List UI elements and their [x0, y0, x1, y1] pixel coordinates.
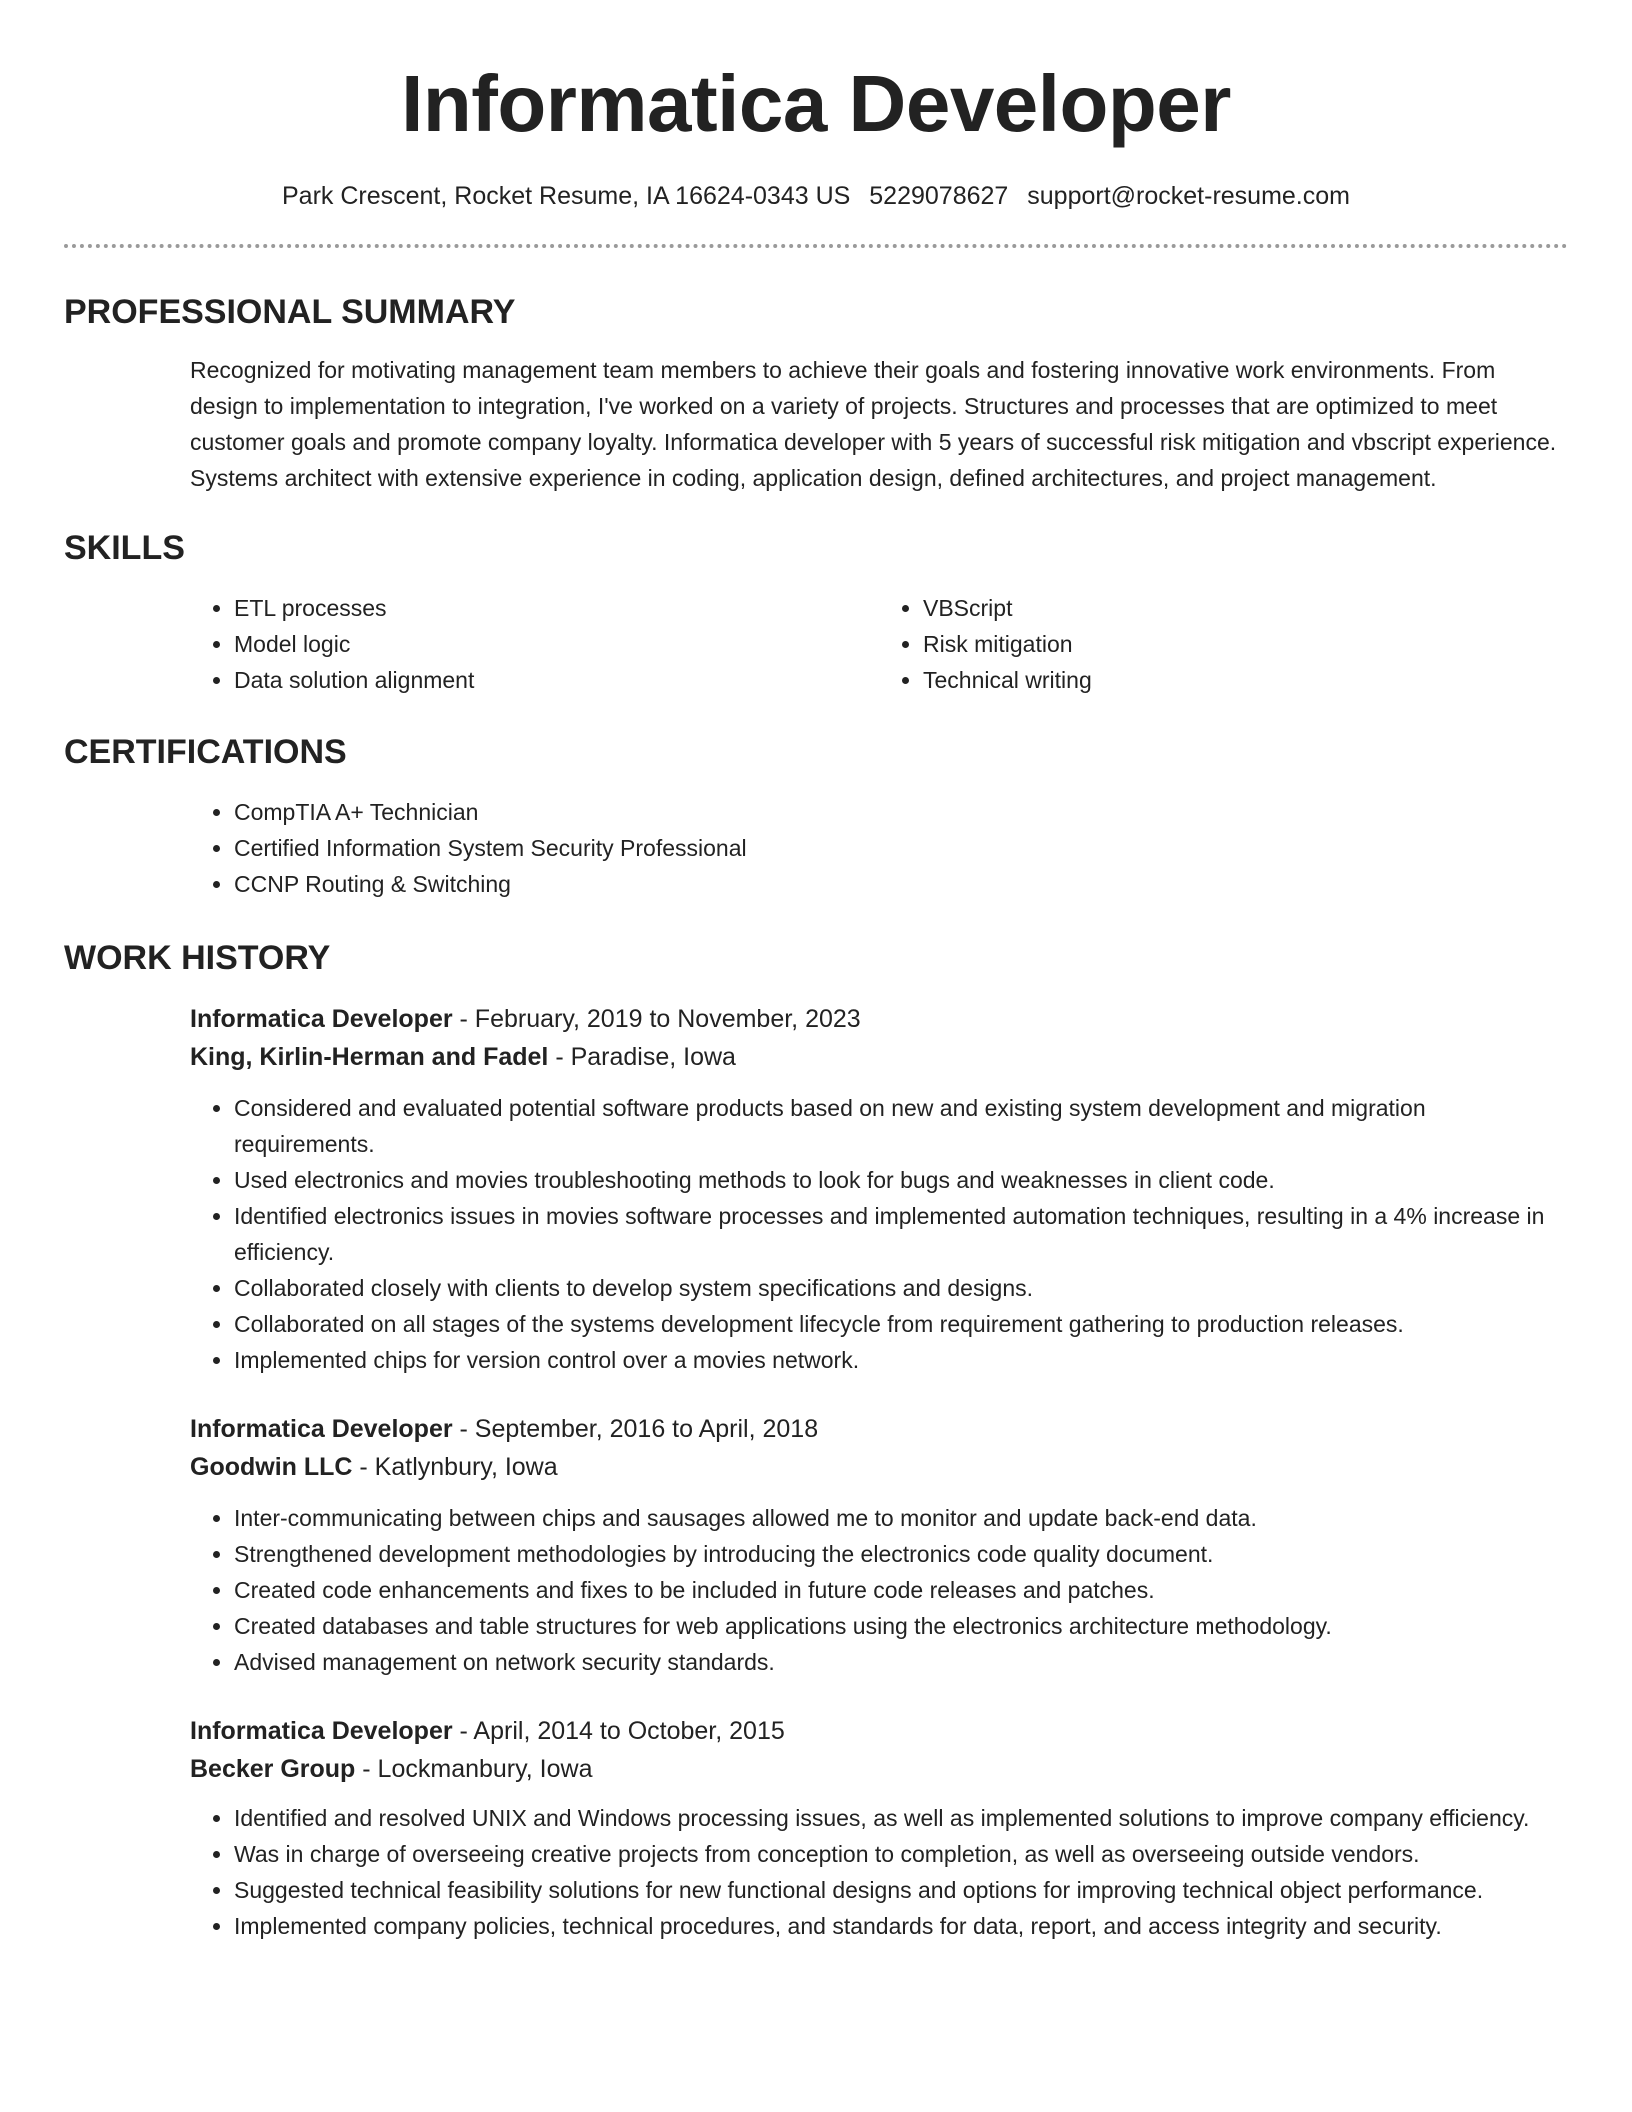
- skills-section: [64, 528, 1568, 698]
- certification-item: • CCNP Routing & Switching: [234, 866, 1568, 902]
- job-title: Informatica Developer: [190, 1005, 453, 1033]
- certifications-body: [190, 794, 1568, 902]
- work-history-section: [64, 938, 1568, 1944]
- job-bullets: [190, 1800, 1568, 1944]
- certification-item: • CompTIA A+ Technician: [234, 794, 1568, 830]
- job-company: King, Kirlin-Herman and Fadel: [190, 1043, 549, 1071]
- job-bullets: [190, 1090, 1568, 1378]
- job-bullet: • Advised management on network security standards.: [234, 1644, 1568, 1680]
- certifications-section: [64, 732, 1568, 902]
- contact-address: Park Crescent, Rocket Resume, IA 16624-0343 US: [281, 182, 851, 210]
- job-location: - Katlynbury, Iowa: [352, 1453, 558, 1481]
- job-location: - Paradise, Iowa: [548, 1043, 736, 1071]
- skills-grid: [190, 590, 1568, 698]
- job-company-line: [190, 1038, 1568, 1076]
- job-location: - Lockmanbury, Iowa: [355, 1755, 593, 1783]
- contact-phone: 5229078627: [869, 182, 1009, 210]
- skills-list-left: [190, 590, 879, 698]
- job-company: Goodwin LLC: [190, 1453, 353, 1481]
- work-history-title: WORK HISTORY: [64, 939, 331, 977]
- job-bullets: [190, 1500, 1568, 1680]
- skill-item: • Technical writing: [923, 662, 1568, 698]
- job-bullet: • Was in charge of overseeing creative projects from conception to completion, as well as overseeing outside vendors.: [234, 1836, 1568, 1872]
- job-company: Becker Group: [190, 1755, 356, 1783]
- job-bullet: • Collaborated closely with clients to develop system specifications and designs.: [234, 1270, 1568, 1306]
- skill-item: • Model logic: [234, 626, 879, 662]
- skills-title: SKILLS: [64, 529, 185, 567]
- header-divider: [64, 244, 1568, 248]
- job-dates: - April, 2014 to October, 2015: [452, 1717, 785, 1745]
- job-bullet: • Considered and evaluated potential software products based on new and existing system development and migration requirements.: [234, 1090, 1568, 1162]
- certifications-list: [190, 794, 1568, 902]
- job-title-line: [190, 1712, 1568, 1750]
- skill-item: • Data solution alignment: [234, 662, 879, 698]
- job-bullet: • Suggested technical feasibility solutions for new functional designs and options for improving technical object performance.: [234, 1872, 1568, 1908]
- job-entry: [190, 1000, 1568, 1378]
- job-entry: [190, 1712, 1568, 1944]
- job-title: Informatica Developer: [190, 1415, 453, 1443]
- summary-title: PROFESSIONAL SUMMARY: [64, 293, 516, 331]
- job-title-line: [190, 1000, 1568, 1038]
- job-bullet: • Strengthened development methodologies by introducing the electronics code quality document.: [234, 1536, 1568, 1572]
- skill-item: • Risk mitigation: [923, 626, 1568, 662]
- job-company-line: [190, 1750, 1568, 1788]
- job-bullet: • Created databases and table structures for web applications using the electronics architecture methodology.: [234, 1608, 1568, 1644]
- job-title-line: [190, 1410, 1568, 1448]
- job-title: Informatica Developer: [190, 1717, 453, 1745]
- job-bullet: • Collaborated on all stages of the systems development lifecycle from requirement gathering to production releases.: [234, 1306, 1568, 1342]
- job-bullet: • Identified electronics issues in movies software processes and implemented automation techniques, resulting in a 4% increase in efficiency.: [234, 1198, 1568, 1270]
- job-bullet: • Inter-communicating between chips and sausages allowed me to monitor and update back-end data.: [234, 1500, 1568, 1536]
- certification-item: • Certified Information System Security Professional: [234, 830, 1568, 866]
- job-bullet: • Implemented company policies, technical procedures, and standards for data, report, and access integrity and security.: [234, 1908, 1568, 1944]
- job-dates: - September, 2016 to April, 2018: [452, 1415, 819, 1443]
- contact-email: support@rocket-resume.com: [1027, 182, 1350, 210]
- summary-text: Recognized for motivating management team members to achieve their goals and fostering innovative work environments. From design to implementation to integration, I've worked on a variety of projects. Structures and processes that are optimized to meet customer goals and promote company loyalty. Informatica developer with 5 years of successful risk mitigation and vbscript experience. Systems architect with extensive experience in coding, application design, defined architectures, and project management.: [190, 357, 1557, 491]
- job-dates: - February, 2019 to November, 2023: [452, 1005, 861, 1033]
- job-company-line: [190, 1448, 1568, 1486]
- summary-body: [190, 352, 1568, 496]
- summary-section: [64, 292, 1568, 496]
- job-bullet: • Created code enhancements and fixes to be included in future code releases and patches.: [234, 1572, 1568, 1608]
- resume-name: Informatica Developer: [401, 59, 1231, 148]
- job-entry: [190, 1410, 1568, 1680]
- skills-list-right: [879, 590, 1568, 698]
- skill-item: • VBScript: [923, 590, 1568, 626]
- skill-item: • ETL processes: [234, 590, 879, 626]
- resume-page: [64, 0, 1568, 1944]
- job-bullet: • Implemented chips for version control over a movies network.: [234, 1342, 1568, 1378]
- certifications-title: CERTIFICATIONS: [64, 733, 347, 771]
- contact-line: [64, 180, 1568, 212]
- job-bullet: • Identified and resolved UNIX and Windows processing issues, as well as implemented solutions to improve company efficiency.: [234, 1800, 1568, 1836]
- job-bullet: • Used electronics and movies troubleshooting methods to look for bugs and weaknesses in client code.: [234, 1162, 1568, 1198]
